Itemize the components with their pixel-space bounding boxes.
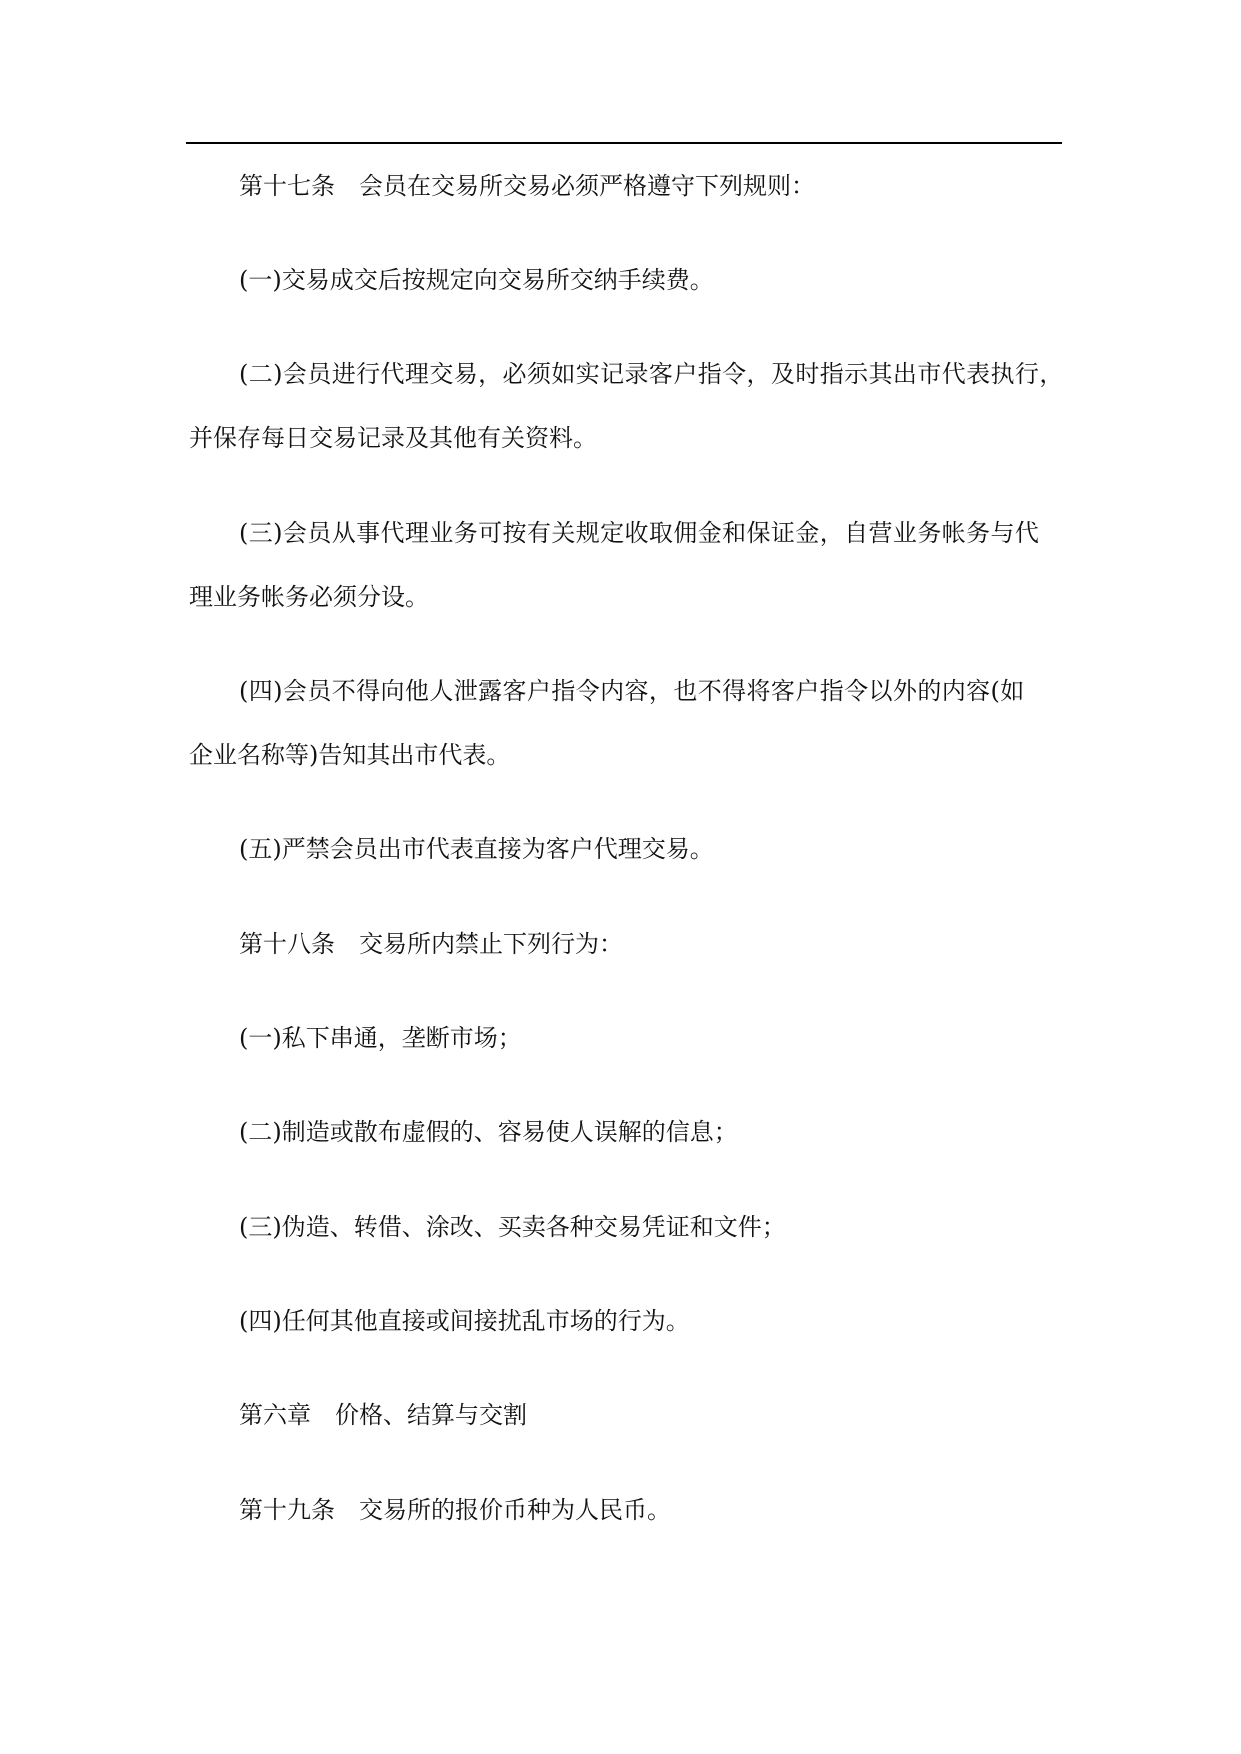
article-18-item-2: (二)制造或散布虚假的、容易使人误解的信息； <box>239 1118 738 1146</box>
article-17-item-1: (一)交易成交后按规定向交易所交纳手续费。 <box>239 266 714 294</box>
chapter-6-heading: 第六章 价格、结算与交割 <box>239 1401 527 1429</box>
article-19-heading: 第十九条 交易所的报价币种为人民币。 <box>239 1496 671 1524</box>
article-17-item-4-line-2: 企业名称等)告知其出市代表。 <box>189 741 511 769</box>
article-18-item-1: (一)私下串通，垄断市场； <box>239 1024 522 1052</box>
article-17-item-3-line-2: 理业务帐务必须分设。 <box>189 583 429 611</box>
article-17-item-5: (五)严禁会员出市代表直接为客户代理交易。 <box>239 835 714 863</box>
article-18-heading: 第十八条 交易所内禁止下列行为： <box>239 930 623 958</box>
article-17-item-2-line-1: (二)会员进行代理交易，必须如实记录客户指令，及时指示其出市代表执行， <box>239 360 1064 388</box>
article-17-heading: 第十七条 会员在交易所交易必须严格遵守下列规则： <box>239 172 815 200</box>
article-17-item-4-line-1: (四)会员不得向他人泄露客户指令内容，也不得将客户指令以外的内容(如 <box>239 677 1025 705</box>
article-18-item-4: (四)任何其他直接或间接扰乱市场的行为。 <box>239 1307 690 1335</box>
article-17-item-2-line-2: 并保存每日交易记录及其他有关资料。 <box>189 424 597 452</box>
article-17-item-3-line-1: (三)会员从事代理业务可按有关规定收取佣金和保证金，自营业务帐务与代 <box>239 519 1040 547</box>
header-rule <box>186 142 1062 144</box>
article-18-item-3: (三)伪造、转借、涂改、买卖各种交易凭证和文件； <box>239 1213 786 1241</box>
